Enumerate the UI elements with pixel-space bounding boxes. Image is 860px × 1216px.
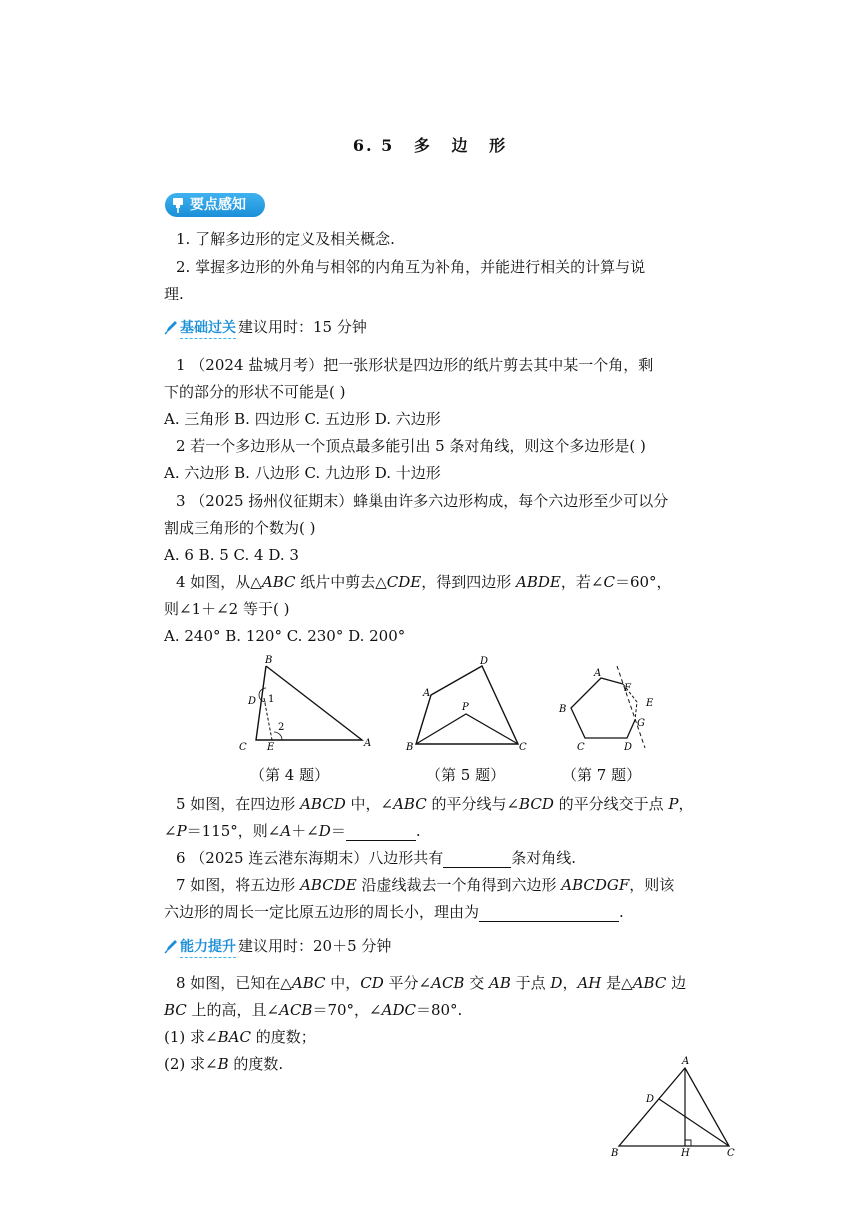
fig8-label-C: C — [727, 1148, 735, 1159]
text-q5-a6: BCD — [519, 795, 554, 813]
text-q8-a11: ， — [562, 974, 578, 992]
q2-line-1: 2 若一个多边形从一个顶点最多能引出 5 条对角线，则这个多边形是( ) — [176, 437, 646, 455]
fig4-label-1: 1 — [268, 694, 275, 705]
key-point-2-cont: 理. — [164, 285, 184, 303]
text-q8-s2c: 的度数. — [228, 1055, 284, 1073]
pushpin-icon — [170, 196, 186, 214]
text-q8-s1a: (1) 求∠ — [164, 1028, 218, 1046]
text-q8-a3: 中， — [325, 974, 361, 992]
text-q8-a10: D — [550, 974, 563, 992]
text-q8-a12: AH — [577, 974, 602, 992]
ability-section-header — [164, 936, 391, 957]
key-points-label: 要点感知 — [190, 197, 246, 213]
text-q8-s2b: B — [217, 1055, 229, 1073]
title-char-1: 多 — [413, 136, 432, 155]
text-q7-b1: 六边形的周长一定比原五边形的周长小，理由为 — [164, 903, 480, 921]
caption-q4: （第 4 题） — [250, 766, 330, 784]
text-q6-b: 条对角线. — [511, 849, 577, 867]
text-q7-b2: . — [619, 903, 624, 921]
text-q7-a1: 7 如图，将五边形 — [176, 876, 301, 894]
fig7-label-E: E — [646, 698, 654, 709]
figure-q5 — [398, 650, 538, 755]
text-q8-b1: BC — [164, 1001, 187, 1019]
text-q5-a2: ABCD — [300, 795, 346, 813]
fig5-label-C: C — [519, 742, 527, 753]
q6-answer-blank[interactable] — [443, 851, 511, 868]
text-q5-a3: 中，∠ — [345, 795, 394, 813]
q4-line-1 — [176, 572, 672, 592]
key-points-badge — [165, 193, 265, 217]
text-q5-a8: P — [668, 795, 679, 813]
caption-q5: （第 5 题） — [426, 766, 506, 784]
fig5-bisectors — [416, 714, 518, 744]
text-q4-a4: CDE — [386, 573, 422, 591]
text-q4-a1: 4 如图，从△ — [176, 573, 262, 591]
fig4-angle-2 — [274, 732, 282, 740]
title-char-3: 形 — [489, 136, 508, 155]
fig7-label-A: A — [594, 668, 602, 679]
text-q4-a6: ABDE — [516, 573, 561, 591]
text-q7-a4: ABCDGF — [561, 876, 630, 894]
page-title — [0, 133, 860, 156]
q3-line-2: 割成三角形的个数为( ) — [164, 519, 316, 537]
pencil-icon — [164, 319, 178, 335]
caption-q7: （第 7 题） — [562, 766, 642, 784]
fig8-right-angle-mark — [685, 1140, 691, 1146]
text-q5-b1: ∠ — [164, 822, 177, 840]
text-q8-a8: AB — [489, 974, 511, 992]
text-q7-a3: 沿虚线裁去一个角得到六边形 — [356, 876, 562, 894]
text-q8-a4: CD — [360, 974, 384, 992]
fig4-label-B: B — [265, 655, 273, 666]
text-q4-a9: ＝60°， — [614, 573, 672, 591]
text-q8-a13: 是△ — [601, 974, 633, 992]
text-q8-s1b: BAC — [217, 1028, 251, 1046]
text-q8-a6: ACB — [431, 974, 465, 992]
fig8-bisector-CD — [659, 1099, 729, 1146]
fig8-label-H: H — [681, 1148, 690, 1159]
q8-sub-2 — [164, 1054, 283, 1074]
figure-q8 — [605, 1052, 745, 1164]
q2-options: A. 六边形 B. 八边形 C. 九边形 D. 十边形 — [164, 464, 441, 482]
text-q6-a: 6 （2025 连云港东海期末）八边形共有 — [176, 849, 444, 867]
text-q5-b4: A — [280, 822, 292, 840]
ability-time-hint: 建议用时：20＋5 分钟 — [238, 937, 392, 955]
text-q5-b6: D — [318, 822, 331, 840]
fig4-label-A: A — [364, 738, 372, 749]
fig8-label-D: D — [646, 1094, 655, 1105]
q8-sub-1 — [164, 1027, 316, 1047]
text-q8-s2a: (2) 求∠ — [164, 1055, 218, 1073]
text-q5-a4: ABC — [393, 795, 427, 813]
text-q4-a5: ，得到四边形 — [421, 573, 517, 591]
q5-answer-blank[interactable] — [346, 824, 416, 841]
text-q8-a14: ABC — [632, 974, 667, 992]
text-q7-a2: ABCDE — [300, 876, 357, 894]
title-char-2: 边 — [451, 136, 470, 155]
text-q5-b8: . — [415, 822, 421, 840]
q5-line-1 — [176, 794, 694, 814]
fig5-label-A: A — [423, 688, 431, 699]
q7-line-2 — [164, 902, 624, 922]
fig8-label-B: B — [611, 1148, 619, 1159]
pencil-icon — [164, 938, 178, 954]
q7-line-1 — [176, 875, 674, 895]
text-q8-b3: ACB — [279, 1001, 313, 1019]
text-q5-a1: 5 如图，在四边形 — [176, 795, 301, 813]
text-q8-b2: 上的高，且∠ — [186, 1001, 280, 1019]
text-q8-a9: 于点 — [510, 974, 551, 992]
q3-options: A. 6 B. 5 C. 4 D. 3 — [164, 546, 299, 564]
key-point-1: 1. 了解多边形的定义及相关概念. — [176, 230, 395, 248]
q1-line-2: 下的部分的形状不可能是( ) — [164, 383, 346, 401]
text-q8-a5: 平分∠ — [383, 974, 432, 992]
text-q8-b6: ＝80°. — [415, 1001, 463, 1019]
text-q4-a7: ，若∠ — [560, 573, 604, 591]
basic-section-label: 基础过关 — [180, 320, 236, 339]
q1-options: A. 三角形 B. 四边形 C. 五边形 D. 六边形 — [164, 410, 441, 428]
text-q5-b3: ＝115°，则∠ — [186, 822, 281, 840]
q8-line-1 — [176, 973, 686, 993]
ability-section-label: 能力提升 — [180, 939, 236, 958]
fig4-label-2: 2 — [278, 722, 285, 733]
text-q5-a5: 的平分线与∠ — [426, 795, 520, 813]
text-q4-a3: 纸片中剪去△ — [295, 573, 387, 591]
q6-line — [176, 848, 576, 868]
fig4-label-D: D — [248, 696, 257, 707]
fig8-label-A: A — [682, 1056, 690, 1067]
text-q8-a15: 边 — [666, 974, 687, 992]
text-q4-a2: ABC — [261, 573, 296, 591]
q5-line-2 — [164, 821, 421, 841]
text-q8-a1: 8 如图，已知在△ — [176, 974, 292, 992]
q3-line-1: 3 （2025 扬州仪征期末）蜂巢由许多六边形构成，每个六边形至少可以分 — [176, 492, 669, 510]
text-q8-b5: ADC — [381, 1001, 416, 1019]
fig4-label-C: C — [239, 742, 247, 753]
key-point-2: 2. 掌握多边形的外角与相邻的内角互为补角，并能进行相关的计算与说 — [176, 258, 646, 276]
text-q8-a7: 交 — [464, 974, 490, 992]
figure-q4 — [230, 650, 380, 755]
fig5-label-P: P — [462, 702, 469, 713]
fig5-label-D: D — [480, 656, 489, 667]
text-q8-b4: ＝70°，∠ — [312, 1001, 382, 1019]
q8-line-2 — [164, 1000, 462, 1020]
q1-line-1: 1 （2024 盐城月考）把一张形状是四边形的纸片剪去其中某一个角，剩 — [176, 356, 654, 374]
text-q8-a2: ABC — [291, 974, 326, 992]
fig7-label-C: C — [577, 742, 585, 753]
fig5-label-B: B — [406, 742, 414, 753]
text-q5-b2: P — [176, 822, 187, 840]
basic-section-header — [164, 317, 367, 338]
text-q4-a8: C — [603, 573, 615, 591]
text-q5-b5: ＋∠ — [291, 822, 319, 840]
q4-line-2: 则∠1＋∠2 等于( ) — [164, 600, 290, 618]
section-number: 6. 5 — [352, 136, 395, 155]
q7-answer-blank[interactable] — [479, 905, 619, 922]
text-q5-a9: ， — [678, 795, 694, 813]
text-q5-a7: 的平分线交于点 — [553, 795, 669, 813]
q4-options: A. 240° B. 120° C. 230° D. 200° — [164, 627, 406, 645]
fig7-label-F: F — [624, 683, 631, 694]
text-q8-s1c: 的度数； — [250, 1028, 316, 1046]
figure-q7 — [553, 660, 663, 755]
fig7-label-D: D — [624, 742, 633, 753]
fig7-label-B: B — [559, 704, 567, 715]
text-q7-a5: ，则该 — [629, 876, 675, 894]
text-q5-b7: ＝ — [330, 822, 346, 840]
basic-time-hint: 建议用时：15 分钟 — [238, 318, 367, 336]
fig7-cut-line — [617, 666, 645, 748]
fig4-label-E: E — [267, 742, 275, 753]
fig7-label-G: G — [637, 718, 645, 729]
